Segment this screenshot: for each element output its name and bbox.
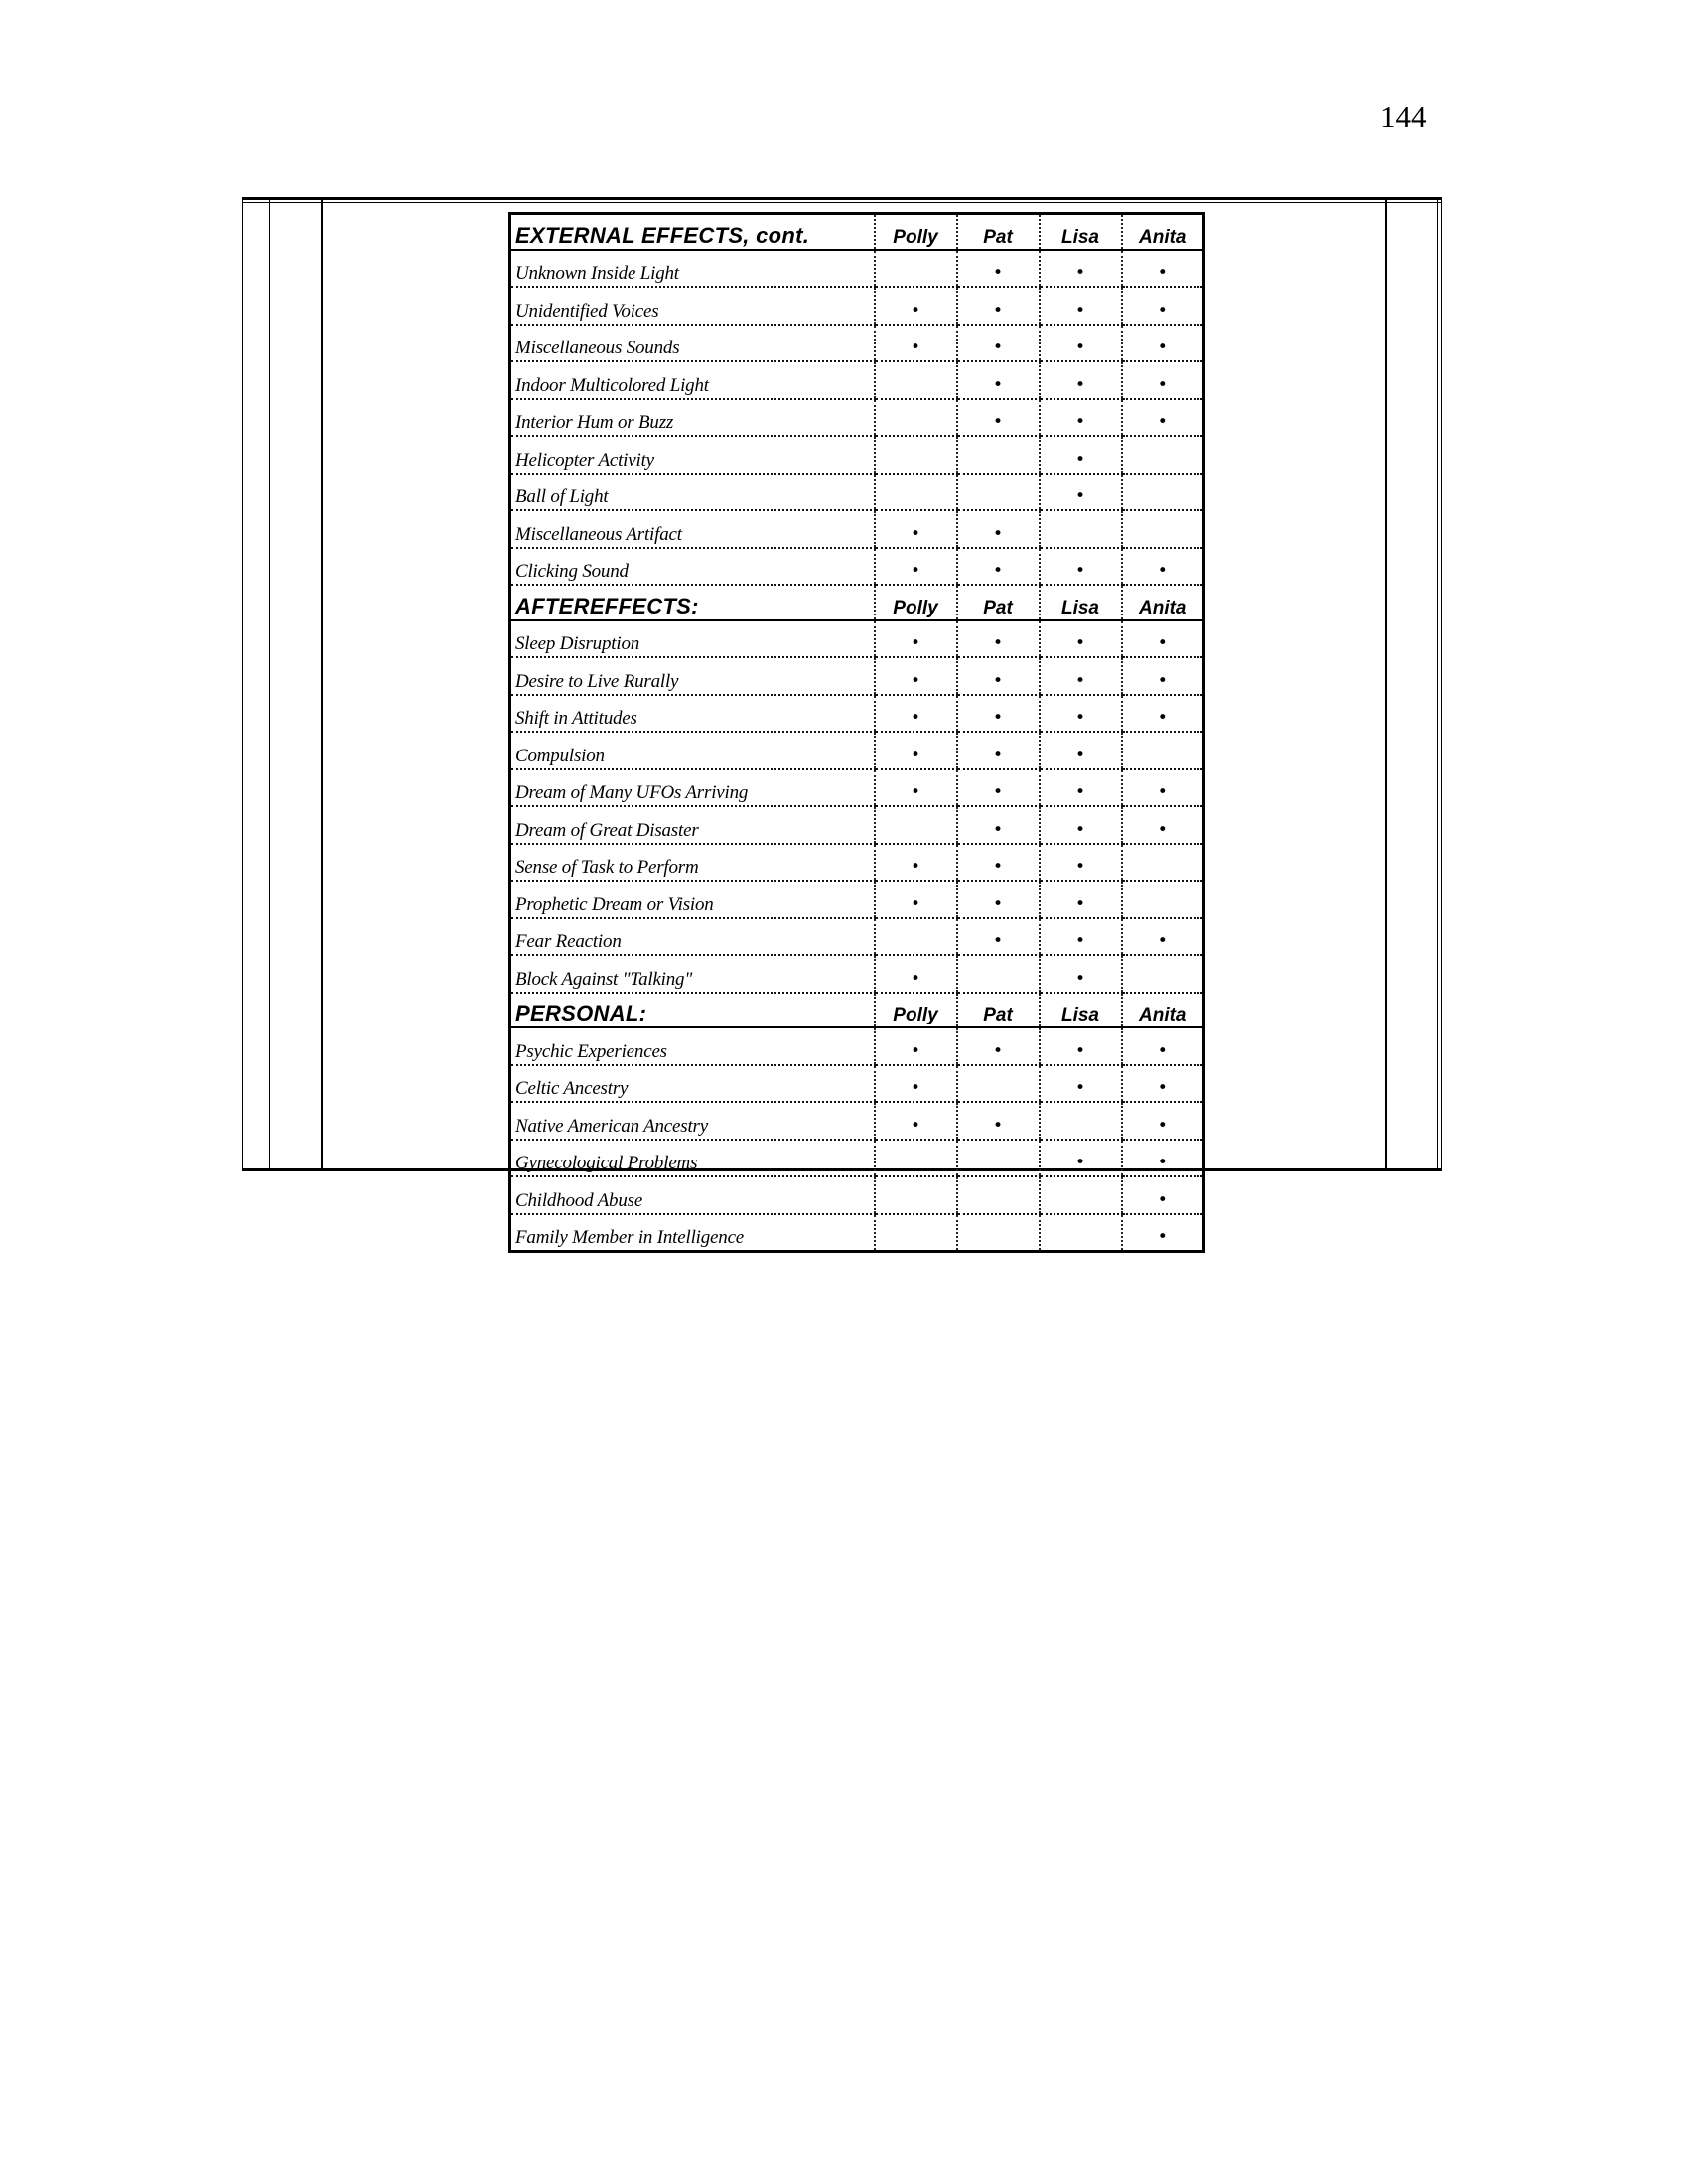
row-label: Indoor Multicolored Light [510,361,875,399]
column-header: Pat [957,214,1040,250]
table-row [510,510,1204,548]
column-header: Pat [957,585,1040,620]
column-header: Lisa [1040,585,1122,620]
row-label: Compulsion [510,732,875,769]
bullet-mark-icon: • [1122,1214,1204,1252]
table-row [510,769,1204,807]
bullet-mark-icon: • [1040,548,1122,586]
empty-cell [1040,1176,1122,1214]
bullet-mark-icon: • [957,325,1040,362]
bullet-mark-icon: • [1040,399,1122,437]
bullet-mark-icon: • [875,769,957,807]
bullet-mark-icon: • [1040,955,1122,993]
empty-cell [1122,732,1204,769]
bullet-mark-icon: • [1040,1065,1122,1103]
section-title: EXTERNAL EFFECTS, cont. [510,214,875,250]
bullet-mark-icon: • [957,844,1040,882]
bullet-mark-icon: • [1122,695,1204,733]
empty-cell [875,250,957,288]
table-row [510,1027,1204,1065]
table-row [510,399,1204,437]
row-label: Clicking Sound [510,548,875,586]
table-row [510,620,1204,658]
column-header: Lisa [1040,214,1122,250]
row-label: Unidentified Voices [510,287,875,325]
bullet-mark-icon: • [957,361,1040,399]
row-label: Fear Reaction [510,918,875,956]
table-row [510,1214,1204,1252]
bullet-mark-icon: • [1122,1027,1204,1065]
bullet-mark-icon: • [875,620,957,658]
table-row [510,955,1204,993]
table-row [510,881,1204,918]
table-row [510,325,1204,362]
table-row [510,250,1204,288]
bullet-mark-icon: • [1122,1176,1204,1214]
table-row [510,806,1204,844]
bullet-mark-icon: • [1040,620,1122,658]
bullet-mark-icon: • [1040,474,1122,511]
row-label: Miscellaneous Sounds [510,325,875,362]
bullet-mark-icon: • [957,399,1040,437]
table-row [510,695,1204,733]
bullet-mark-icon: • [875,287,957,325]
empty-cell [1040,510,1122,548]
bullet-mark-icon: • [957,732,1040,769]
row-label: Sense of Task to Perform [510,844,875,882]
bullet-mark-icon: • [1040,1027,1122,1065]
empty-cell [1040,1214,1122,1252]
bullet-mark-icon: • [1122,1065,1204,1103]
empty-cell [957,436,1040,474]
row-label: Miscellaneous Artifact [510,510,875,548]
bullet-mark-icon: • [875,1027,957,1065]
empty-cell [957,955,1040,993]
bullet-mark-icon: • [957,657,1040,695]
bullet-mark-icon: • [875,1065,957,1103]
table-row [510,732,1204,769]
bullet-mark-icon: • [875,1102,957,1140]
bullet-mark-icon: • [875,955,957,993]
row-label: Psychic Experiences [510,1027,875,1065]
empty-cell [957,1140,1040,1177]
row-label: Prophetic Dream or Vision [510,881,875,918]
frame-right-outer-rule [1437,198,1438,1170]
empty-cell [1122,844,1204,882]
empty-cell [1122,881,1204,918]
empty-cell [1122,436,1204,474]
bullet-mark-icon: • [1122,806,1204,844]
row-label: Dream of Great Disaster [510,806,875,844]
bullet-mark-icon: • [957,287,1040,325]
frame-top-inner-rule [243,202,1441,203]
table-row [510,918,1204,956]
row-label: Shift in Attitudes [510,695,875,733]
frame-top-rule [243,198,1441,200]
empty-cell [875,361,957,399]
empty-cell [957,1176,1040,1214]
table-row [510,1102,1204,1140]
bullet-mark-icon: • [1122,769,1204,807]
row-label: Celtic Ancestry [510,1065,875,1103]
empty-cell [875,806,957,844]
bullet-mark-icon: • [957,806,1040,844]
bullet-mark-icon: • [1122,1102,1204,1140]
page-number: 144 [1380,99,1427,134]
table-row [510,844,1204,882]
column-header: Lisa [1040,993,1122,1028]
frame-right-inner-rule [1385,198,1387,1170]
column-header: Anita [1122,585,1204,620]
bullet-mark-icon: • [875,657,957,695]
bullet-mark-icon: • [1040,918,1122,956]
bullet-mark-icon: • [1122,361,1204,399]
row-label: Block Against "Talking" [510,955,875,993]
row-label: Childhood Abuse [510,1176,875,1214]
section-header-row [510,214,1204,250]
bullet-mark-icon: • [957,548,1040,586]
column-header: Pat [957,993,1040,1028]
bullet-mark-icon: • [1040,844,1122,882]
row-label: Ball of Light [510,474,875,511]
empty-cell [1122,955,1204,993]
bullet-mark-icon: • [1040,361,1122,399]
empty-cell [1122,510,1204,548]
bullet-mark-icon: • [957,510,1040,548]
row-label: Native American Ancestry [510,1102,875,1140]
row-label: Helicopter Activity [510,436,875,474]
table-row [510,474,1204,511]
bullet-mark-icon: • [957,620,1040,658]
empty-cell [875,1214,957,1252]
bullet-mark-icon: • [957,695,1040,733]
bullet-mark-icon: • [1122,918,1204,956]
frame-left-inner-rule [321,198,323,1170]
column-header: Polly [875,993,957,1028]
empty-cell [957,1065,1040,1103]
bullet-mark-icon: • [1122,399,1204,437]
table-row [510,361,1204,399]
bullet-mark-icon: • [957,769,1040,807]
row-label: Sleep Disruption [510,620,875,658]
row-label: Family Member in Intelligence [515,1227,745,1248]
row-label: Dream of Many UFOs Arriving [510,769,875,807]
bullet-mark-icon: • [875,844,957,882]
bullet-mark-icon: • [875,548,957,586]
table-row [510,1176,1204,1214]
bullet-mark-icon: • [875,732,957,769]
table-row [510,548,1204,586]
bullet-mark-icon: • [957,1027,1040,1065]
empty-cell [1122,474,1204,511]
column-header: Polly [875,585,957,620]
empty-cell [875,918,957,956]
table-row [510,657,1204,695]
table-row [510,1065,1204,1103]
section-title: PERSONAL: [510,993,875,1028]
bullet-mark-icon: • [1122,287,1204,325]
section-title: AFTEREFFECTS: [510,585,875,620]
experience-comparison-table [508,212,1205,1253]
empty-cell [875,436,957,474]
bullet-mark-icon: • [1040,250,1122,288]
empty-cell [875,1140,957,1177]
bullet-mark-icon: • [1040,325,1122,362]
bullet-mark-icon: • [1122,620,1204,658]
bullet-mark-icon: • [1122,325,1204,362]
bullet-mark-icon: • [1040,769,1122,807]
bullet-mark-icon: • [1040,436,1122,474]
column-header: Anita [1122,993,1204,1028]
bullet-mark-icon: • [875,881,957,918]
bullet-mark-icon: • [1040,881,1122,918]
bullet-mark-icon: • [1122,250,1204,288]
bullet-mark-icon: • [1040,732,1122,769]
bullet-mark-icon: • [957,1102,1040,1140]
table-row [510,287,1204,325]
bullet-mark-icon: • [1040,287,1122,325]
bullet-mark-icon: • [1122,1140,1204,1177]
table-row [510,436,1204,474]
frame-left-outer-rule [269,198,270,1170]
bullet-mark-icon: • [875,510,957,548]
bullet-mark-icon: • [1040,1140,1122,1177]
empty-cell [957,474,1040,511]
row-label: Unknown Inside Light [510,250,875,288]
bullet-mark-icon: • [875,325,957,362]
table-row [510,1140,1204,1177]
bullet-mark-icon: • [1040,806,1122,844]
bullet-mark-icon: • [1122,548,1204,586]
section-header-row [510,993,1204,1028]
section-header-row [510,585,1204,620]
row-label: Desire to Live Rurally [510,657,875,695]
empty-cell [875,474,957,511]
bullet-mark-icon: • [957,250,1040,288]
bullet-mark-icon: • [1040,657,1122,695]
bullet-mark-icon: • [957,881,1040,918]
row-label: Interior Hum or Buzz [510,399,875,437]
row-label: Gynecological Problems [510,1140,875,1177]
bullet-mark-icon: • [1122,657,1204,695]
empty-cell [875,399,957,437]
column-header: Anita [1122,214,1204,250]
bullet-mark-icon: • [875,695,957,733]
bullet-mark-icon: • [957,918,1040,956]
column-header: Polly [875,214,957,250]
bullet-mark-icon: • [1040,695,1122,733]
table-body [510,214,1204,1252]
empty-cell [1040,1102,1122,1140]
empty-cell [957,1214,1040,1252]
empty-cell [875,1176,957,1214]
